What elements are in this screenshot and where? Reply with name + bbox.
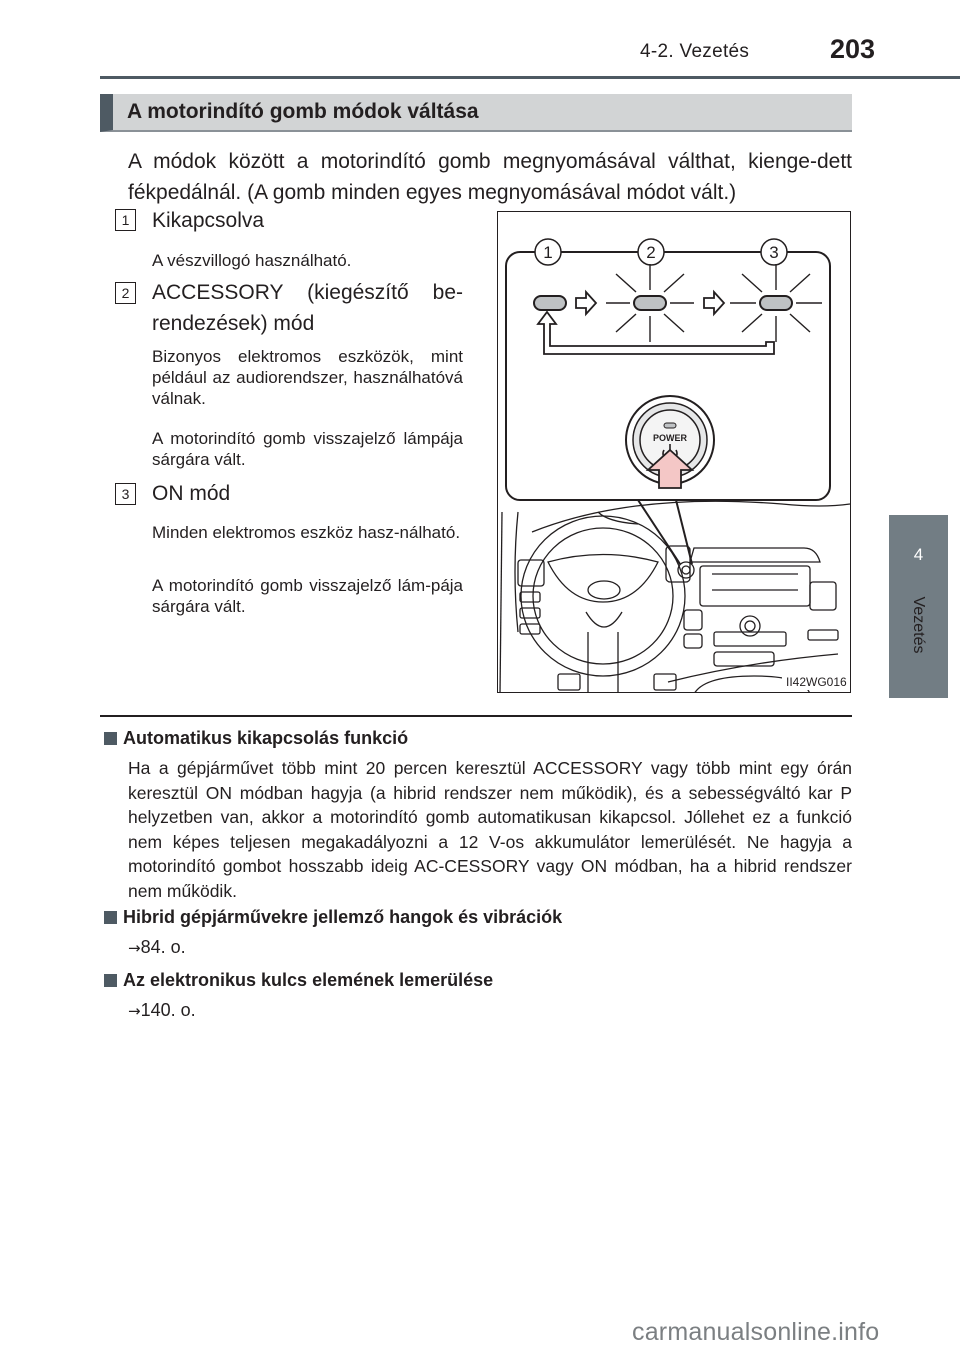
chapter-label: Vezetés [910,596,927,654]
step-arrow-2-icon [704,292,724,314]
section-intro: A módok között a motorindító gomb megnyomásával válthat, kienge-dett fékpedálnál. (A gomb minden egyes megnyomásával módot vált.) [128,150,852,204]
callout-number-3: 3 [769,243,779,262]
mode-1-title: Kikapcsolva [152,209,265,232]
lamp-on [760,296,792,310]
mode-2-description-1: Bizonyos elektromos eszközök, mint például az audiorendszer, használhatóvá válnak. [152,347,463,408]
mode-2-number-badge: 2 [115,282,136,304]
mode-2-title-line2: rendezések) mód [152,312,315,335]
note-2-heading [104,907,562,928]
return-loop-arrow-icon [538,312,774,354]
note-3-reference[interactable] [128,1000,196,1021]
section-title-bar [100,94,852,132]
callout-number-2: 2 [646,243,656,262]
figure-code: II42WG016 [786,675,847,689]
note-3-heading [104,970,493,991]
callout-number-1: 1 [543,243,553,262]
mode-3-number-badge: 3 [115,483,136,505]
mode-2-description-2: A motorindító gomb visszajelző lámpája sárgára vált. [152,429,463,469]
arrow-right-icon: → [128,1002,141,1020]
power-indicator-lamp [664,423,676,428]
note-3-bullet-icon [104,974,117,987]
note-3-title: Az elektronikus kulcs elemének lemerülése [123,970,494,990]
header-rule [100,76,960,79]
dashboard-illustration [500,501,850,693]
mode-3-description-2: A motorindító gomb visszajelző lám-pája sárgára vált. [152,576,463,616]
figure-illustration [498,212,851,693]
mode-1-number-badge: 1 [115,209,136,231]
chapter-number: 4 [913,545,924,564]
power-button-figure [497,211,851,693]
section-divider [100,715,852,717]
mode-1-description: A vészvillogó használható. [152,251,352,270]
arrow-right-icon: → [128,939,141,957]
lamp-accessory [634,296,666,310]
note-2-page-ref: 84. o. [140,937,186,957]
note-2-bullet-icon [104,911,117,924]
step-arrow-1-icon [576,292,596,314]
note-2-title: Hibrid gépjárművekre jellemző hangok és vibrációk [123,907,563,927]
mode-3-description-1: Minden elektromos eszköz hasz-nálható. [152,523,461,542]
mode-2-title-line1: ACCESSORY (kiegészítő be- [152,281,463,304]
page-number: 203 [830,34,876,64]
section-title: A motorindító gomb módok váltása [127,100,479,123]
header-section-label: 4-2. Vezetés [640,41,750,62]
footer-watermark: carmanualsonline.info [632,1318,880,1346]
note-1-body: Ha a gépjárművet több mint 20 percen keresztül ACCESSORY vagy több mint egy órán keresztül ON módban hagyja (a hibrid rendszer nem működik), és a sebességváltó kar P helyzetben van, akkor a motorindító gomb automatikusan kikapcsol. Jóllehet ez a funkció nem képes teljesen megakadályozni a 12 V-os akkumulátor lemerülését. Ne hagyja a motorindító gombot hosszabb ideig AC-CESSORY vagy ON módban, ha a hibrid rendszer nem működik. [128,758,852,901]
lamp-off [534,296,566,310]
power-button-label: POWER [652,433,688,443]
note-1-heading [104,728,408,749]
note-3-page-ref: 140. o. [140,1000,196,1020]
chapter-label-wrap [889,560,948,680]
note-1-bullet-icon [104,732,117,745]
note-1-title: Automatikus kikapcsolás funkció [123,728,409,748]
mode-3-title: ON mód [152,482,231,505]
note-2-reference[interactable] [128,937,186,958]
